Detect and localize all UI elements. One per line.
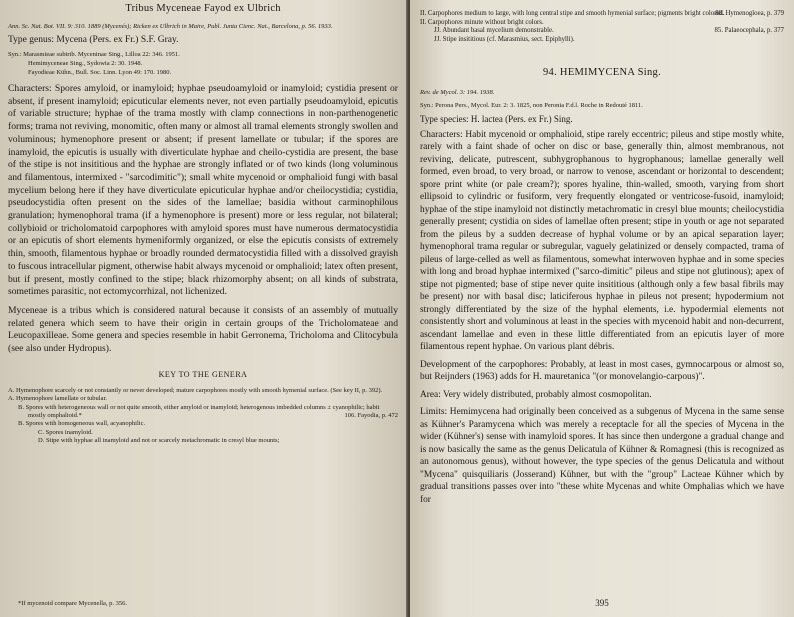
key-row xyxy=(8,420,398,428)
key-row xyxy=(420,27,784,36)
key-row-text: B. Spores with homogeneous wall, acyanophilic. xyxy=(18,420,146,428)
key-row xyxy=(8,387,398,395)
key-row-text: B. Spores with heterogeneous wall or not quite smooth, either amyloid or inamyloid; heterogenous imbedded columns ± cyanophilic; habit mostly omphalioid.* xyxy=(18,403,380,419)
area-paragraph: Area: Very widely distributed, probably almost cosmopolitan. xyxy=(420,389,652,400)
synonym-line: Hemimyceneae Sing., Sydowia 2: 30. 1948. xyxy=(28,60,143,67)
key-row xyxy=(8,404,398,421)
synonym-line: Fayodieae Kühn., Bull. Soc. Linn. Lyon 49: 170. 1980. xyxy=(28,69,172,76)
natural-paragraph: Myceneae is a tribus which is considered natural because it consists of an assembly of mutually related genera which seem to have their origin in certain groups of the Tricholomateae and Leucopaxilleae. Some genera and species resemble in habit Gerronema, Tricholoma and Clitocybula (see also under Hydropus). xyxy=(8,304,398,355)
genus-heading: 94. HEMIMYCENA Sing. xyxy=(542,66,661,78)
key-row xyxy=(420,19,784,28)
key-row xyxy=(420,36,784,45)
right-page xyxy=(410,0,794,617)
characters-paragraph: Characters: Habit mycenoid or omphalioid, stipe rarely eccentric; pileus and stipe mostly white, rarely with a faint shade of ocher on disc or base, generally thin, almost membranous, not reviving, delicate, putrescent, subhygrophanous to hygrophanous; lamellae generally well formed, even broad, to very broad, or narrow to venose, ascendant or horizontal to descendent; spore print white (or pale cream?); spores hyaline, thin-walled, smooth, varying from short ellipsoid to cylindric or fusiform, very frequently elongated or ventricose-fusoid, inamyloid; hyphae of the stipe inamyloid not distinctly metachromatic in cresyl blue mounts; cheilocystidia generally present; cystidia on sides of lamellae often present; stipe in youth or age not separated from the pileus by a sudden decrease of hyphal volume or by an apical separation layer; hymenophoral trama regular or subregular, vaguely gelatinized or densely compacted, trama of pileus of large-celled as well as filamentous, somewhat interwoven hyphae and in some species with long and broad hyphae intermixed ("sarco-dimitic" pileus and stipe not glutinous); apex of stipe not pigmented; base of stipe never quite insititious (although only a few basal fibrils may be present) nor with basal disc; laticiferous hyphae in pileus not present; hypodermium not strongly differentiated by the size of the hyphal elements, i.e. hypodermial elements not consistently short and voluminous at least in the species with mycenoid habit and non-decurrent, ascendant lamellae and even in these little differentiated from an epicutis layer of more filamentous repent hyphae. On various plant débris. xyxy=(420,129,784,353)
page-number: 395 xyxy=(595,598,609,608)
synonyms xyxy=(8,50,398,77)
key-row-text: A. Hymenophore scarcely or not constantly or never developed; mature carpophores mostly with smooth hymenial surface. (See key II, p. 392). xyxy=(8,386,383,394)
key-row-text: A. Hymenophore lamellate or tubular. xyxy=(8,395,107,403)
footnote: *If mycenoid compare Mycenella, p. 356. xyxy=(18,600,128,607)
key-row-text: D. Stipe with hyphae all inamyloid and not or scarcely metachromatic in cresyl blue mounts; xyxy=(38,437,280,445)
key-row-text: JJ. Abundant basal mycelium demonstrable. xyxy=(434,27,554,35)
key-row-genus-ref: 106. Fayodia, p. 472 xyxy=(344,411,398,419)
key-row-text: II. Carpophores medium to large, with long central stipe and smooth hymenial surface; pigments bright colored. xyxy=(420,10,725,17)
genus-reference: Rev. de Mycol. 3: 194. 1938. xyxy=(420,88,495,96)
type-species: Type species: H. lactea (Pers. ex Fr.) Sing. xyxy=(420,113,573,124)
genus-synonym: Syn.: Perona Pers., Mycol. Eur. 2: 3. 1825, non Peronia F.d.l. Roche in Redouté 1811. xyxy=(420,101,643,109)
key-continuation xyxy=(420,10,784,45)
key-row xyxy=(8,429,398,437)
key-row xyxy=(8,395,398,403)
key-row-text: JJ. Stipe insititious (cf. Marasmius, sect. Epiphylli). xyxy=(434,36,575,44)
synonym-line: Syn.: Marasmieae subtrib. Myceninae Sing., Lilloa 22: 346. 1951. xyxy=(8,51,180,58)
limits-paragraph: Limits: Hemimycena had originally been conceived as a subgenus of Mycena in the same sense as Kühner's Paramycena which was merely a receptacle for all the species of Mycena in the wider (Kühner's) sense with inamyloid spores. It has since then undergone a gradual change and is now basically the same as the genus Delicatula of Kühner & Romagnesi (this is recognized as an autonomous genus), without however, the type species of the genus Delicatula and without "Mycena" quisquiliaris (Josserand) Kühner, but with the "group" Lacteae Kühner which by gradual transitions passes over into "these white Mycenas and white Omphalias which we have for xyxy=(420,407,784,505)
key-title: KEY TO THE GENERA xyxy=(158,369,248,379)
genera-key xyxy=(8,387,398,446)
type-genus: Type genus: Mycena (Pers. ex Fr.) S.F. Gray. xyxy=(8,35,179,45)
key-row xyxy=(420,10,784,19)
key-row-text: II. Carpophores minute without bright colors. xyxy=(420,18,544,26)
tribe-reference: Ann. Sc. Nat. Bot. VII. 9: 310. 1889 (Mycenés); Ricken ex Ulbrich in Maire, Publ. Junta Cienc. Nat., Barcelona, p. 56. 1933. xyxy=(8,23,333,30)
characters-paragraph: Characters: Spores amyloid, or inamyloid; hyphae pseudoamyloid or inamyloid; cystidia present or absent, if present inamyloid; epicuticular elements never, not even partially pseudoamyloid, epicutis of variable structure; hyphae of the trama mostly with clamp connections in non-parthenogenetic forms; trama not reviving, monomitic, often many or almost all tramal elements strongly swollen and voluminous; hymenophore present or absent; if present lamellate or tubular; if the spores are inamyloid, the epicutis is usually with diverticulate hyphae and cheilo-cystidia are present, the base of the stipe is not insititious and the hyphae are strongly inflated or of two kinds (long voluminous and filamentous, intermixed - "sarcodimitic"); small white mycenoid or omphalioid fungi with basal mycelium belong here if they have diverticulate epicuticular hyphae and/or cheilocystidia; cystidia, pseudocystidia often present on the sides of the lamellae; basidia without carminophilous granulation; hymenophoral trama (if a hymenophore is present) more or less regular, not bilateral; collybioid or tricholomatoid carpophores with amyloid spores must have numerous dermatocystidia or an epicutis of short elements hymeniformly organized, or else the epicutis consists of extremely thin, smooth, filamentous hyphae or broadly rounded dermatocystidia filled with a dissolved grayish to fuscous intracellular pigment, otherwise habit always mycenoid or omphalioid; latex often present, but if present, mostly confined to the stipe; black rhizomorphy absent; on all kinds of substrata, sometimes parasitic, not ectomycorrhizal, not lichenized. xyxy=(8,83,398,298)
key-row-genus-ref: 88. Hymenogloea, p. 379 xyxy=(715,10,784,17)
key-row-genus-ref: 85. Palaeocephala, p. 377 xyxy=(714,27,784,35)
key-row xyxy=(8,437,398,445)
key-row-text: C. Spores inamyloid. xyxy=(38,428,93,436)
running-head: Tribus Myceneae Fayod ex Ulbrich xyxy=(125,3,281,14)
development-paragraph: Development of the carpophores: Probably, at least in most cases, gymnocarpous or almost so, but Reijnders (1963) adds for H. mauretanica "(or monovelangio-carpous)". xyxy=(420,359,784,383)
